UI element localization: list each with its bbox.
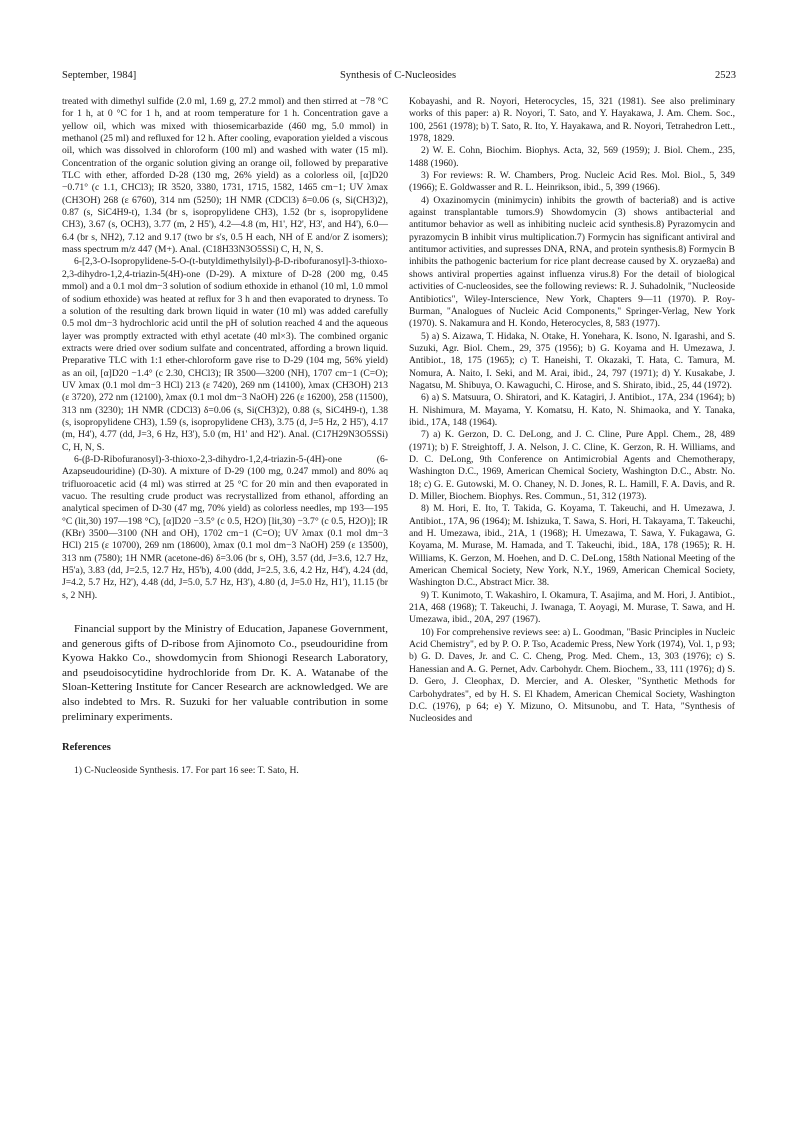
reference-9: 9) T. Kunimoto, T. Wakashiro, I. Okamura, T. Asajima, and M. Hori, J. Antibiot., 21A, 468 (1968); T. Takeuchi, J. Iwanaga, T. Aoyagi, M. Murase, T. Sawa, and H. Umezawa, ibid., 20A, 297 (1967). <box>409 589 735 626</box>
reference-6: 6) a) S. Matsuura, O. Shiratori, and K. Katagiri, J. Antibiot., 17A, 234 (1964); b) H. Nishimura, M. Mayama, Y. Komatsu, H. Kato, N. Shimaoka, and Y. Tanaka, ibid., 17A, 148 (1964). <box>409 392 735 428</box>
reference-3: 3) For reviews: R. W. Chambers, Prog. Nucleic Acid Res. Mol. Biol., 5, 349 (1966); E. Goldwasser and R. L. Heinrikson, ibid., 5, 399 (1966). <box>409 170 735 194</box>
header-page-number: 2523 <box>715 70 736 81</box>
reference-1-continued: Kobayashi, and R. Noyori, Heterocycles, 15, 321 (1981). See also preliminary works of this paper: a) R. Noyori, T. Sato, and Y. Hayakawa, J. Am. Chem. Soc., 100, 2561 (1978); b) T. Sato, R. Ito, Y. Hayakawa, and R. Noyori, Tetrahedron Lett., 1978, 1829. <box>409 96 735 145</box>
reference-10: 10) For comprehensive reviews see: a) L. Goodman, "Basic Principles in Nucleic Acid Chemistry", ed by P. O. P. Tso, Academic Press, New York (1974), Vol. 1, p 93; b) G. D. Daves, Jr. and C. C. Cheng, Prog. Med. Chem., 13, 303 (1976); c) S. Hanessian and A. G. Pernet, Adv. Carbohydr. Chem. Biochem., 33, 111 (1976); d) S. D. Gero, J. Cleophax, D. Mercier, and A. Olesker, "Synthetic Methods for Carbohydrates", ed by H. S. El Khadem, American Chemical Society, Washington D.C. (1976), p 64; e) Y. Mizuno, O. Mitsunobu, and T. Hata, "Synthesis of Nucleosides and <box>409 626 735 725</box>
reference-2: 2) W. E. Cohn, Biochim. Biophys. Acta, 32, 569 (1959); J. Biol. Chem., 235, 1488 (1960). <box>409 145 735 169</box>
running-header <box>60 70 736 86</box>
experimental-paragraph-1: treated with dimethyl sulfide (2.0 ml, 1.69 g, 27.2 mmol) and then stirred at −78 °C for 1 h, at 0 °C for 1 h, and at room temperature for 1 h. Concentration gave a yellow oil, which was mixed with thiosemicarbazide (460 mg, 5.0 mmol) in methanol (25 ml) and refluxed for 12 h. After cooling, evaporation yielded a viscous oil, which was dissolved in chloroform (100 ml) and washed with water (15 ml). Concentration of the organic solution giving an orange oil, followed by preparative TLC with ether, afforded D-28 (130 mg, 26% yield) as a colorless oil, [α]D20 −0.71° (c 1.1, CHCl3); IR 3520, 3380, 1731, 1715, 1582, 1465 cm−1; UV λmax (CH3OH) 268 (ε 6760), 314 nm (5250); 1H NMR (CDCl3) δ=0.06 (s, Si(CH3)2), 0.87 (s, SiC4H9-t), 1.34 (br s, isopropylidene CH3), 1.52 (br s, isopropylidene CH3), 3.67 (s, OCH3), 3.77 (m, 2 H5'), 4.2—4.8 (m, H1', H2', H3', and H4'), 6.0—6.4 (br s, NH2), 7.12 and 9.17 (two br s's, 0.5 H each, NH of E and/or Z isomers); mass spectrum m/z 447 (M+). Anal. (C18H33N3O5SSi) C, H, N, S. <box>62 96 388 256</box>
header-date: September, 1984] <box>62 70 137 81</box>
experimental-paragraph-2: 6-[2,3-O-Isopropylidene-5-O-(t-butyldimethylsilyl)-β-D-ribofuranosyl]-3-thioxo-2,3-dihydro-1,2,4-triazin-5(4H)-one (D-29). A mixture of D-28 (200 mg, 0.45 mmol) and a 0.1 mol dm−3 solution of sodium ethoxide in ethanol (10 ml, 1.0 mmol of sodium ethoxide) was heated at reflux for 3 h and then evaporated to dryness. To a solution of the resulting dark brown liquid in water (10 ml) was added carefully 0.5 mol dm−3 hydrochloric acid until the pH of solution reached 4 and the aqueous layer was promptly extracted with ethyl acetate (40 ml×3). The combined organic extracts were dried over sodium sulfate and concentrated, affording a brown liquid. Preparative TLC with 1:1 ether-chloroform gave rise to D-29 (104 mg, 56% yield) as an oil, [α]D20 −1.4° (c 2.30, CHCl3); IR 3500—3200 (NH), 1707 cm−1 (C=O); UV λmax (0.1 mol dm−3 HCl) 213 (ε 7420), 269 nm (14100), λmax (CH3OH) 213 (ε 3720), 272 nm (12100), λmax (0.1 mol dm−3 NaOH) 226 (ε 16200), 258 (11500), 313 nm (3230); 1H NMR (CDCl3) δ=0.06 (s, Si(CH3)2), 0.88 (s, SiC4H9-t), 1.38 (s, isopropylidene CH3), 1.59 (s, isopropylidene CH3), 3.75 (d, J=5 Hz, 2 H5'), 4.17 (m, H4'), 4.77 (dd, J=3, 6 Hz, H3'), 5.0 (m, H1' and H2'). Anal. (C17H29N3O5SSi) C, H, N, S. <box>62 256 388 453</box>
left-column <box>62 96 388 777</box>
references-heading: References <box>62 742 111 754</box>
reference-1: 1) C-Nucleoside Synthesis. 17. For part 16 see: T. Sato, H. <box>74 764 299 776</box>
acknowledgement: Financial support by the Ministry of Education, Japanese Government, and generous gifts of D-ribose from Ajinomoto Co., pseudouridine from Kyowa Hakko Co., showdomycin from Shionogi Research Laboratory, and pseudoisocytidine hydrochloride from Dr. K. A. Watanabe of the Sloan-Kettering Institute for Cancer Research are acknowledged. We are also indebted to Mrs. R. Suzuki for her valuable contribution in some preliminary experiments. <box>62 623 388 723</box>
reference-4: 4) Oxazinomycin (minimycin) inhibits the growth of bacteria8) and is active against transplantable tumors.9) Showdomycin (3) shows antibacterial and antitumor behavior as well as inhibiting nucleic acid synthesis.8) Pyrazomycin and pyrazomycin B inhibit virus multiplication.7) Formycin has significant antiviral and antitumor activities, and supresses DNA, RNA, and protein synthesis.8) Formycin B inhibits the pathogenic bacterium for rice plant decrease caused by X. oryzae8a) and shows antiviral properties against influenza virus.8) For the detail of biological activities of C-nucleosides, see the following reviews: R. J. Suhadolnik, "Nucleoside Antibiotics", Wiley-Interscience, New York, Chapters 9—11 (1970). P. Roy-Burman, "Analogues of Nucleic Acid Components," Springer-Verlag, New York (1970). S. Nakamura and H. Kondo, Heterocycles, 8, 583 (1977). <box>409 194 735 330</box>
right-column <box>409 96 735 726</box>
reference-8: 8) M. Hori, E. Ito, T. Takida, G. Koyama, T. Takeuchi, and H. Umezawa, J. Antibiot., 17A, 96 (1964); M. Ishizuka, T. Sawa, S. Hori, H. Takayama, T. Takeuchi, and H. Umezawa, ibid., 21A, 1 (1968); H. Umezawa, T. Sawa, Y. Fukagawa, G. Koyama, M. Murase, M. Hamada, and T. Takeuchi, ibid., 18A, 178 (1965); R. H. Williams, K. Gerzon, M. Hoehen, and D. C. DeLong, 158th National Meeting of the American Chemical Society, New York, N.Y., 1969, American Chemical Society, Washington D.C., Abstract Micr. 38. <box>409 503 735 589</box>
experimental-paragraph-3: 6-(β-D-Ribofuranosyl)-3-thioxo-2,3-dihydro-1,2,4-triazin-5-(4H)-one (6-Azapseudouridine) (D-30). A mixture of D-29 (100 mg, 0.247 mmol) and 80% aq trifluoroacetic acid (4 ml) was stirred at 25 °C for 20 min and then evaporated in vacuo. The resulting crude product was recrystallized from ethanol, affording an analytical specimen of D-30 (47 mg, 70% yield) as colorless needles, mp 193—195 °C (lit,30) 197—198 °C), [α]D20 −3.5° (c 0.5, H2O) [lit,30) −3.7° (c 0.5, H2O)]; IR (KBr) 3500—3100 (NH and OH), 1702 cm−1 (C=O); UV λmax (0.1 mol dm−3 HCl) 215 (ε 10700), 269 nm (18600), λmax (0.1 mol dm−3 NaOH) 259 (ε 13500), 313 nm (7580); 1H NMR (acetone-d6) δ=3.06 (br s, OH), 3.57 (dd, J=3.6, 12.7 Hz, H5'a), 3.83 (dd, J=2.5, 12.7 Hz, H5'b), 4.00 (ddd, J=2.5, 3.6, 4.2 Hz, H4'), 4.24 (dd, J=4.2, 5.7 Hz, H2'), 4.48 (dd, J=5.0, 5.7 Hz, H3'), 4.80 (d, J=5.0 Hz, H1'), 11.15 (br s, 2 NH). <box>62 453 388 601</box>
reference-7: 7) a) K. Gerzon, D. C. DeLong, and J. C. Cline, Pure Appl. Chem., 28, 489 (1971); b) F. Streightoff, J. A. Nelson, J. C. Cline, K. Gerzon, R. H. Williams, and D. C. DeLong, 9th Conference on Antimicrobial Agents and Chemotherapy, Washington D.C., 1969, American Chemical Society, Washington D.C., Abstr. No. 18; c) G. E. Gutowski, M. O. Chaney, N. D. Jones, R. L. Hamill, F. A. Davis, and R. D. Miller, Biochem. Biophys. Res. Commun., 51, 312 (1973). <box>409 429 735 502</box>
reference-5: 5) a) S. Aizawa, T. Hidaka, N. Otake, H. Yonehara, K. Isono, N. Igarashi, and S. Suzuki, Agr. Biol. Chem., 29, 375 (1956); b) G. Koyama and H. Umezawa, J. Antibiot., 18, 175 (1965); c) T. Haneishi, T. Okazaki, T. Hata, C. Tamura, M. Nomura, A. Naito, I. Seki, and M. Arai, ibid., 24, 797 (1971); d) Y. Kusakabe, J. Nagatsu, M. Shibuya, O. Kawaguchi, C. Hirose, and S. Shirato, ibid., 25, 44 (1972). <box>409 330 735 391</box>
header-title: Synthesis of C-Nucleosides <box>339 70 457 81</box>
